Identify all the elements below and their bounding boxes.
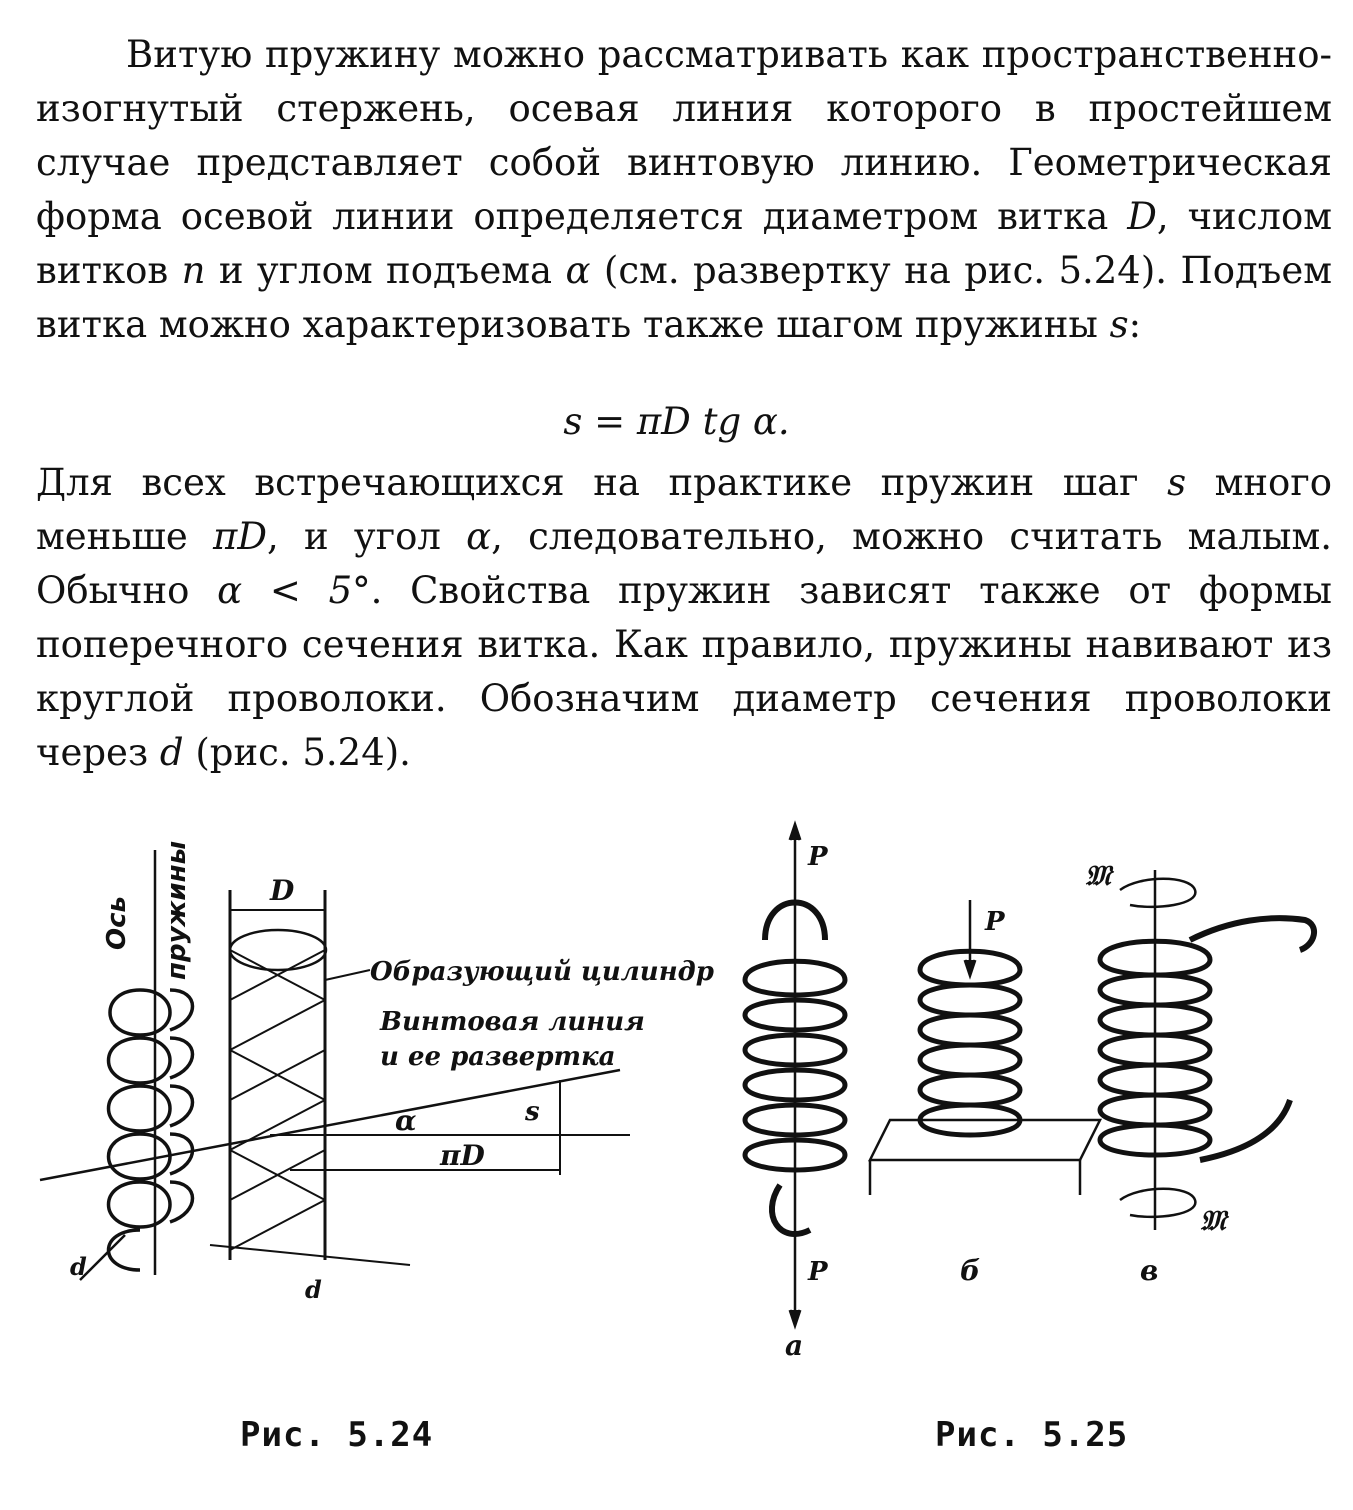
P-bottom-label: P — [808, 1257, 828, 1287]
M-bottom-label: 𝔐 — [1200, 1204, 1226, 1237]
figure-5-24 — [30, 830, 714, 1330]
p1-var-D: D — [1127, 195, 1157, 238]
spring-a — [745, 825, 845, 1325]
p2-text-a: Для всех встречающихся на практике пружин шаг — [36, 461, 1168, 504]
spring-v — [1100, 870, 1314, 1230]
alpha-label: α — [395, 1104, 417, 1137]
p2-text-d: , следовательно, можно считать малым. Обычно — [36, 515, 1332, 612]
label-v: в — [1140, 1254, 1159, 1287]
p2-var-alpha: α — [466, 515, 492, 558]
paragraph-2 — [36, 456, 1332, 780]
p1-text-d: (см. развертку на рис. 5.24). Подъем витка можно характеризовать также шагом пружины — [36, 249, 1332, 346]
label-b: б — [960, 1254, 981, 1287]
formula-step: s = πD tg α. — [563, 400, 790, 443]
label-a: а — [785, 1329, 804, 1362]
paragraph-1 — [36, 28, 1332, 352]
p2-text-f: (рис. 5.24). — [183, 731, 411, 774]
p2-text-c: , и угол — [267, 515, 467, 558]
p2-inequality: α < 5° — [217, 569, 371, 612]
p1-text-c: и углом подъема — [205, 249, 566, 292]
axis-label-1: Ось — [102, 896, 132, 950]
p1-var-s: s — [1109, 303, 1129, 346]
M-top-label: 𝔐 — [1085, 859, 1111, 892]
figure-5-25 — [720, 830, 1340, 1370]
D-label: D — [270, 874, 295, 907]
p1-var-alpha: α — [565, 249, 591, 292]
d-left-label: d — [70, 1252, 87, 1281]
coil-spring-drawing — [109, 990, 193, 1270]
P-b-label: P — [985, 907, 1005, 937]
s-label: s — [525, 1097, 540, 1127]
p1-text-b: , числом витков — [36, 195, 1332, 292]
caption-5-25: Рис. 5.25 — [935, 1415, 1129, 1455]
p2-var-d: d — [159, 731, 184, 774]
helix-label-2: и ее развертка — [380, 1042, 616, 1072]
axis-label-2: пружины — [162, 840, 192, 980]
P-top-label: P — [808, 842, 828, 872]
piD-label: πD — [440, 1139, 485, 1172]
p1-var-n: n — [181, 249, 206, 292]
helix-label-1: Винтовая линия — [380, 1007, 645, 1037]
cylinder-label: Образующий цилиндр — [370, 957, 714, 987]
d-bottom-label: d — [305, 1275, 322, 1304]
p1-text-a: Витую пружину можно рассматривать как пространственно-изогнутый стержень, осевая линия которого в простейшем случае представляет собой винтовую линию. Геометрическая форма осевой линии определяется диаметром витка — [36, 33, 1332, 238]
caption-5-24: Рис. 5.24 — [240, 1415, 434, 1455]
spring-b — [870, 900, 1100, 1195]
generating-cylinder — [230, 890, 326, 1260]
p2-var-s: s — [1167, 461, 1187, 504]
p2-text-e: . Свойства пружин зависят также от формы поперечного сечения витка. Как правило, пружины навивают из круглой проволоки. Обозначим диаметр сечения проволоки через — [36, 569, 1332, 774]
p2-text-b: много меньше — [36, 461, 1332, 558]
p1-text-e: : — [1128, 303, 1142, 346]
p2-var-piD: πD — [213, 515, 268, 558]
